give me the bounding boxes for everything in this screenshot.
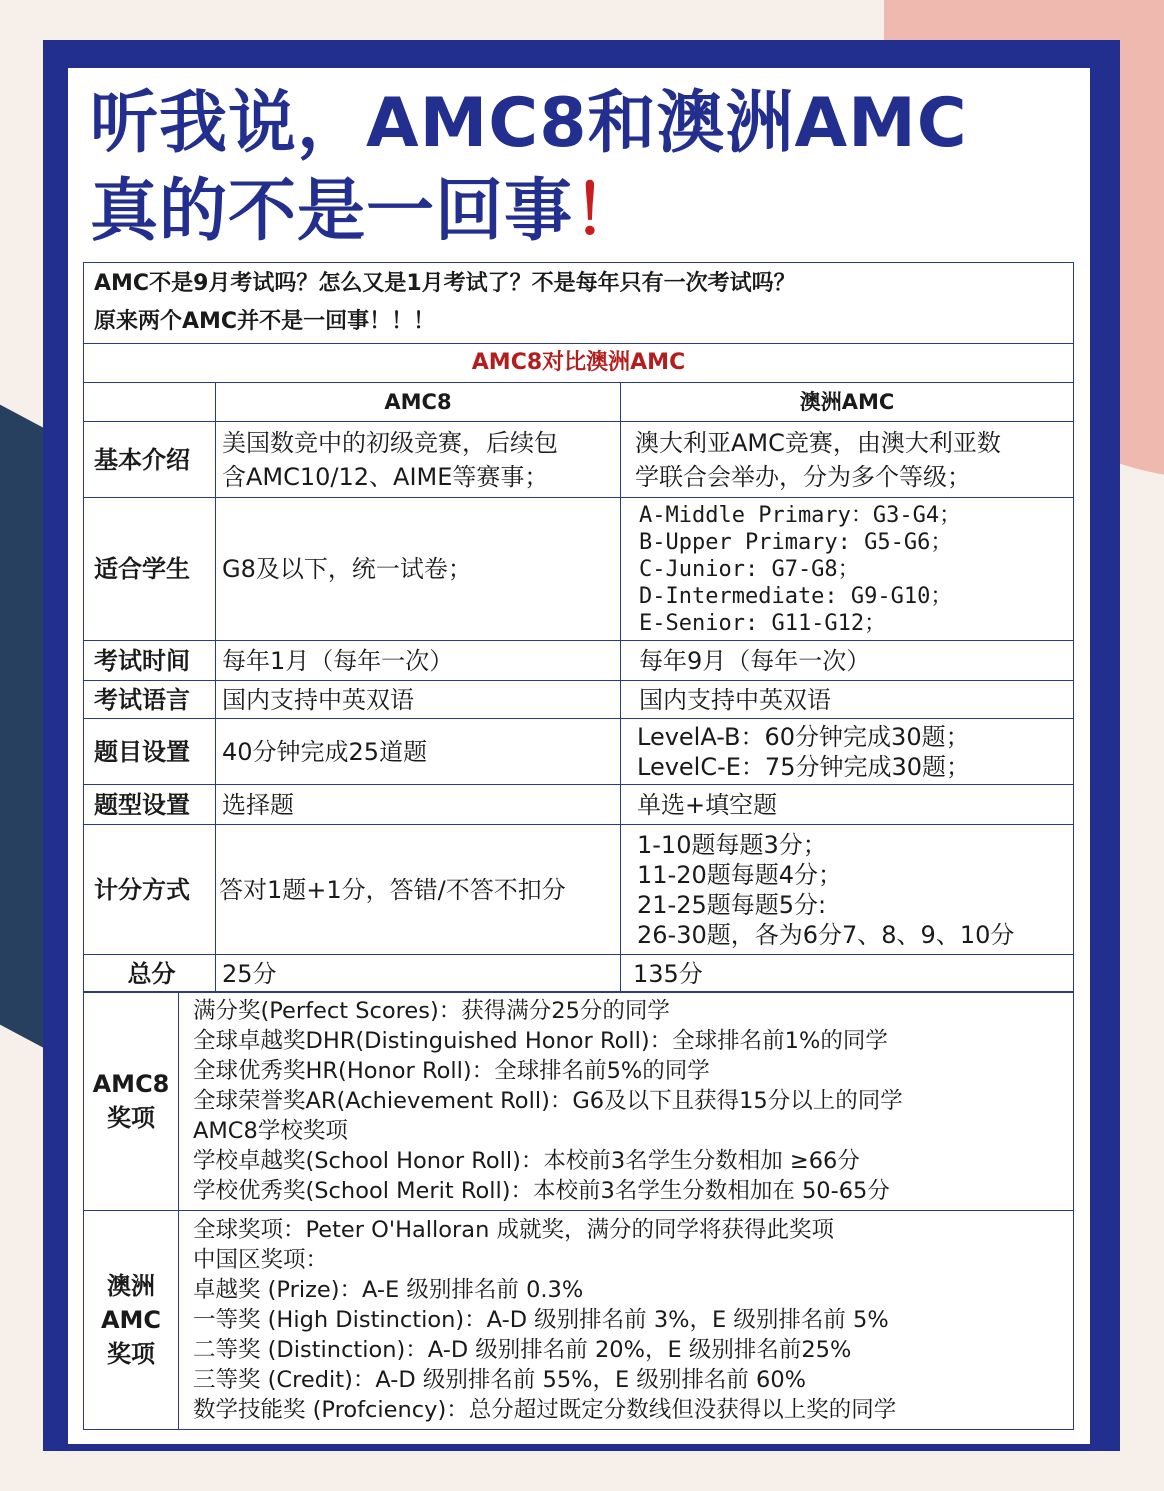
intro-cell bbox=[84, 263, 1074, 344]
award-line: 学校优秀奖(School Merit Roll)：本校前3名学生分数相加在 50-65分 bbox=[193, 1178, 890, 1204]
aus-intro bbox=[621, 422, 1074, 498]
table-row bbox=[84, 681, 1074, 719]
aus-setup-line: LevelC-E：75分钟完成30题； bbox=[637, 752, 971, 781]
table-row bbox=[84, 785, 1074, 825]
awards-table bbox=[83, 991, 1074, 1430]
aus-scoring-line: 11-20题每题4分； bbox=[637, 860, 843, 889]
award-line: AMC8学校奖项 bbox=[193, 1118, 348, 1144]
poster-title bbox=[90, 80, 1070, 256]
award-line: 卓越奖 (Prize)：A-E 级别排名前 0.3% bbox=[193, 1277, 584, 1303]
caption-row bbox=[84, 344, 1074, 383]
aus-level-line: E-Senior: G11-G12； bbox=[639, 610, 887, 636]
award-line: 全球奖项：Peter O'Halloran 成就奖，满分的同学将获得此奖项 bbox=[193, 1217, 834, 1243]
award-line: 中国区奖项： bbox=[193, 1247, 329, 1273]
aus-level-line: B-Upper Primary: G5-G6； bbox=[639, 529, 953, 555]
award-line: 学校卓越奖(School Honor Roll)：本校前3名学生分数相加 ≥66分 bbox=[193, 1148, 860, 1174]
amc8-intro-line: 含AMC10/12、AIME等赛事； bbox=[222, 462, 549, 491]
award-line: 全球卓越奖DHR(Distinguished Honor Roll)：全球排名前1%的同学 bbox=[193, 1028, 888, 1054]
amc8-scoring: 答对1题+1分，答错/不答不扣分 bbox=[216, 825, 621, 955]
aus-setup-line: LevelA-B：60分钟完成30题； bbox=[637, 722, 970, 751]
amc8-students: G8及以下，统一试卷； bbox=[216, 498, 621, 641]
aus-awards-label bbox=[84, 1211, 179, 1430]
aus-total: 135分 bbox=[621, 955, 1074, 993]
aus-intro-line: 学联合会举办，分为多个等级； bbox=[635, 462, 971, 491]
award-label-line: AMC bbox=[100, 1306, 162, 1334]
award-line: 满分奖(Perfect Scores)：获得满分25分的同学 bbox=[193, 998, 670, 1024]
title-line-1: 听我说，AMC8和澳洲AMC bbox=[90, 84, 968, 163]
amc8-intro bbox=[216, 422, 621, 498]
table-row bbox=[84, 825, 1074, 955]
aus-level-line: C-Junior: G7-G8； bbox=[639, 556, 860, 582]
aus-level-line: A-Middle Primary：G3-G4； bbox=[639, 502, 962, 528]
amc8-qtype: 选择题 bbox=[216, 785, 621, 825]
award-line: 一等奖 (High Distinction)：A-D 级别排名前 3%，E 级别排名前 5% bbox=[193, 1307, 889, 1333]
table-row bbox=[84, 719, 1074, 785]
table-row bbox=[84, 641, 1074, 681]
award-label-line: AMC8 bbox=[92, 1070, 170, 1098]
intro-line-2: 原来两个AMC并不是一回事！！！ bbox=[94, 309, 436, 334]
aus-language: 国内支持中英双语 bbox=[621, 681, 1074, 719]
amc8-awards-list bbox=[179, 992, 1074, 1211]
header-aus-amc: 澳洲AMC bbox=[621, 383, 1074, 422]
amc8-language: 国内支持中英双语 bbox=[216, 681, 621, 719]
row-label-language: 考试语言 bbox=[84, 681, 216, 719]
award-line: 二等奖 (Distinction)：A-D 级别排名前 20%，E 级别排名前25% bbox=[193, 1337, 852, 1363]
aus-scoring-line: 26-30题，各为6分7、8、9、10分 bbox=[637, 920, 1015, 949]
header-empty bbox=[84, 383, 216, 422]
table-caption: AMC8对比澳洲AMC bbox=[84, 344, 1074, 383]
table-row bbox=[84, 498, 1074, 641]
aus-students bbox=[621, 498, 1074, 641]
table-row bbox=[84, 955, 1074, 993]
aus-scoring-line: 21-25题每题5分: bbox=[637, 890, 827, 919]
awards-row-aus bbox=[84, 1211, 1074, 1430]
row-label-time: 考试时间 bbox=[84, 641, 216, 681]
aus-scoring bbox=[621, 825, 1074, 955]
table-row bbox=[84, 422, 1074, 498]
header-amc8: AMC8 bbox=[216, 383, 621, 422]
award-label-line: 澳洲 bbox=[107, 1272, 155, 1300]
amc8-awards-label bbox=[84, 992, 179, 1211]
award-label-line: 奖项 bbox=[107, 1104, 155, 1132]
row-label-scoring: 计分方式 bbox=[84, 825, 216, 955]
award-line: 数学技能奖 (Profciency)：总分超过既定分数线但没获得以上奖的同学 bbox=[193, 1397, 897, 1423]
aus-scoring-line: 1-10题每题3分； bbox=[637, 830, 827, 859]
title-line-2 bbox=[90, 168, 1070, 256]
aus-intro-line: 澳大利亚AMC竞赛，由澳大利亚数 bbox=[635, 428, 1001, 457]
comparison-table bbox=[83, 262, 1074, 993]
award-label-line: 奖项 bbox=[107, 1340, 155, 1368]
row-label-intro: 基本介绍 bbox=[84, 422, 216, 498]
aus-awards-list bbox=[179, 1211, 1074, 1430]
award-line: 全球优秀奖HR(Honor Roll)：全球排名前5%的同学 bbox=[193, 1058, 710, 1084]
header-row bbox=[84, 383, 1074, 422]
intro-line-1: AMC不是9月考试吗？怎么又是1月考试了？不是每年只有一次考试吗？ bbox=[94, 271, 796, 296]
award-line: 三等奖 (Credit)：A-D 级别排名前 55%，E 级别排名前 60% bbox=[193, 1367, 807, 1393]
amc8-setup: 40分钟完成25道题 bbox=[216, 719, 621, 785]
row-label-setup: 题目设置 bbox=[84, 719, 216, 785]
title-exclamation: ！ bbox=[573, 172, 643, 251]
award-line: 全球荣誉奖AR(Achievement Roll)：G6及以下且获得15分以上的同学 bbox=[193, 1088, 903, 1114]
aus-setup bbox=[621, 719, 1074, 785]
row-label-qtype: 题型设置 bbox=[84, 785, 216, 825]
amc8-intro-line: 美国数竞中的初级竞赛，后续包 bbox=[222, 428, 558, 457]
aus-time: 每年9月（每年一次） bbox=[621, 641, 1074, 681]
amc8-time: 每年1月（每年一次） bbox=[216, 641, 621, 681]
amc8-total: 25分 bbox=[216, 955, 621, 993]
aus-level-line: D-Intermediate: G9-G10； bbox=[639, 583, 953, 609]
aus-qtype: 单选+填空题 bbox=[621, 785, 1074, 825]
row-label-students: 适合学生 bbox=[84, 498, 216, 641]
title-line-2-text: 真的不是一回事 bbox=[90, 172, 574, 251]
intro-row bbox=[84, 263, 1074, 344]
row-label-total: 总分 bbox=[84, 955, 216, 993]
awards-row-amc8 bbox=[84, 992, 1074, 1211]
